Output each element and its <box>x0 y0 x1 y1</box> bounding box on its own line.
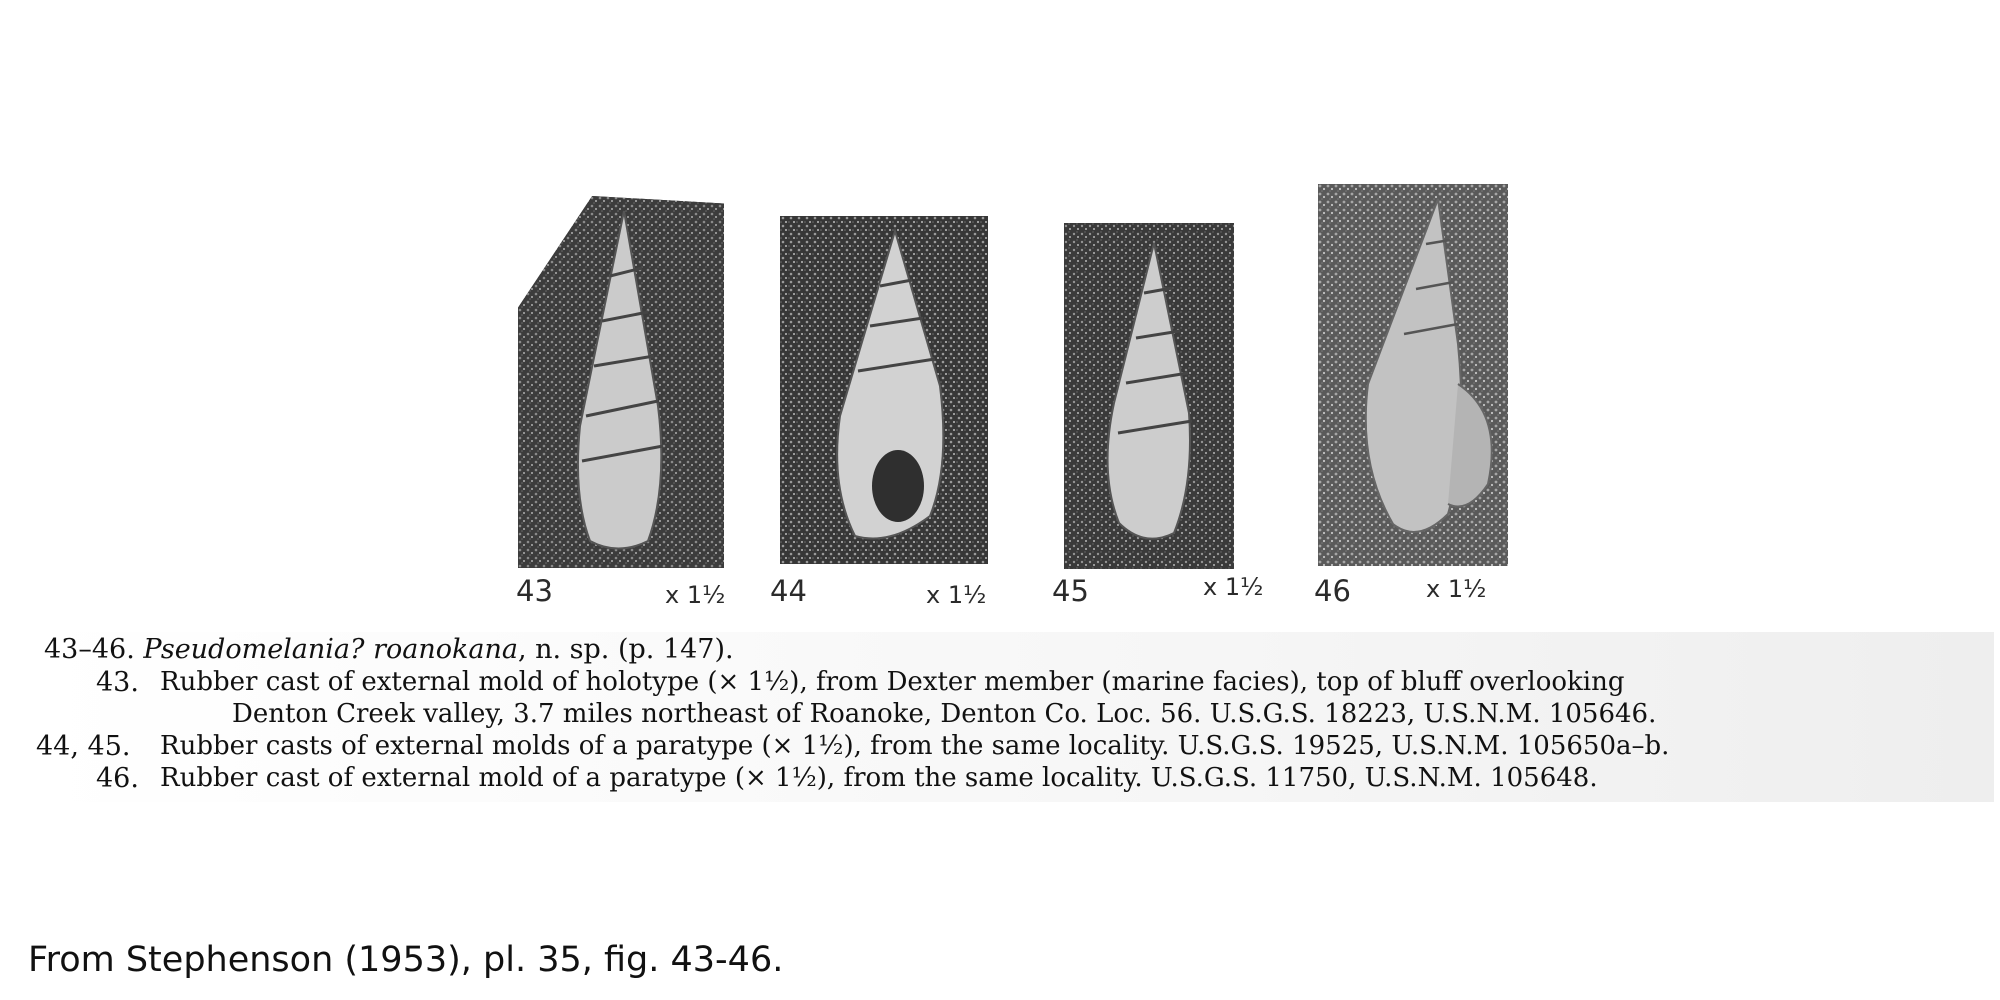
magnification-label: x 1½ <box>1203 573 1264 601</box>
caption-entry <box>96 765 139 792</box>
caption-header <box>44 636 734 663</box>
magnification-label: x 1½ <box>926 581 987 609</box>
figure-43-image <box>518 196 724 568</box>
figure-number: 44 <box>770 574 807 608</box>
magnification-label: x 1½ <box>665 581 726 609</box>
caption-entry-text: Rubber casts of external molds of a paratype (× 1½), from the same locality. U.S.G.S. 19525, U.S.N.M. 105650a–b. <box>160 731 1670 761</box>
caption-header-prefix: 43–46. <box>44 634 135 665</box>
source-note: From Stephenson (1953), pl. 35, fig. 43-46. <box>28 940 784 980</box>
caption-entry-ref: 46. <box>96 763 139 794</box>
caption-header-suffix: , n. sp. (p. 147). <box>517 634 734 665</box>
figure-45-image <box>1064 223 1234 569</box>
figure-number: 45 <box>1052 574 1089 608</box>
caption-taxon-name: Pseudomelania? roanokana <box>143 634 518 665</box>
magnification-label: x 1½ <box>1426 575 1487 603</box>
caption-entry-text: Rubber cast of external mold of holotype (× 1½), from Dexter member (marine facies), top of bluff overlooking <box>160 667 1625 697</box>
figure-number: 43 <box>516 574 553 608</box>
caption-entry-text: Rubber cast of external mold of a paratype (× 1½), from the same locality. U.S.G.S. 11750, U.S.N.M. 105648. <box>160 763 1598 793</box>
caption-entry-continuation: Denton Creek valley, 3.7 miles northeast of Roanoke, Denton Co. Loc. 56. U.S.G.S. 18223, U.S.N.M. 105646. <box>232 699 1657 729</box>
figure-46-image <box>1318 184 1508 566</box>
caption-entry-ref: 43. <box>96 667 139 698</box>
caption-entry <box>36 733 130 760</box>
figure-number: 46 <box>1314 574 1351 608</box>
caption-entry-ref: 44, 45. <box>36 731 131 762</box>
caption-entry <box>96 669 139 696</box>
plate-caption <box>36 632 1994 802</box>
figure-44-image <box>780 216 988 564</box>
